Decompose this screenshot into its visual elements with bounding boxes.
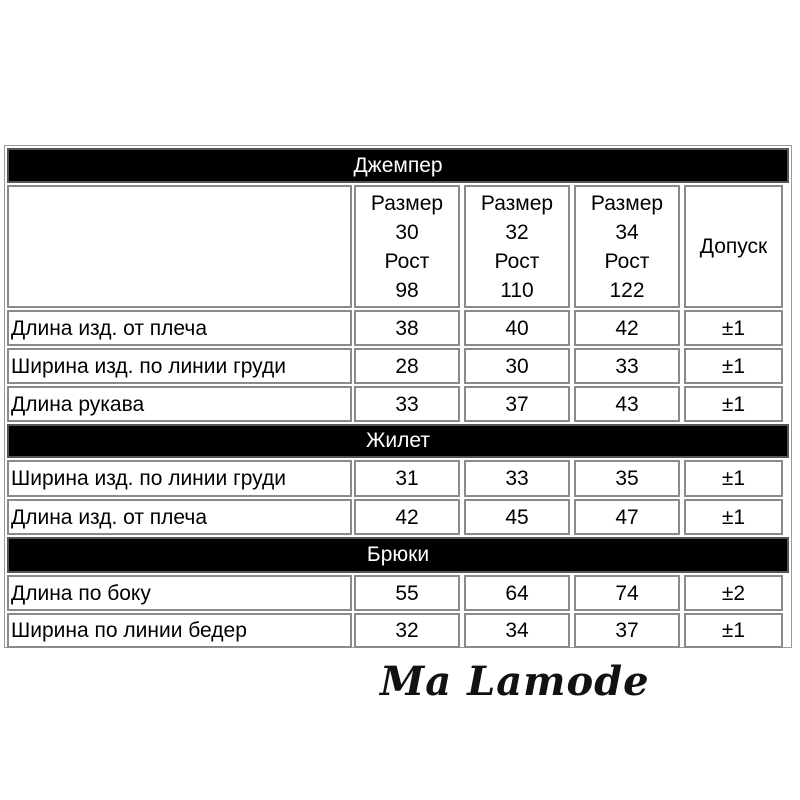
row-label: Длина изд. от плеча xyxy=(7,310,352,346)
row-label: Длина по боку xyxy=(7,575,352,611)
row-value: ±1 xyxy=(684,460,783,497)
row-label: Ширина изд. по линии груди xyxy=(7,348,352,384)
row-value: 74 xyxy=(574,575,680,611)
column-header-size-34: Размер 34 Рост 122 xyxy=(574,185,680,308)
row-value: 38 xyxy=(354,310,460,346)
row-value: 31 xyxy=(354,460,460,497)
column-header-size-32: Размер 32 Рост 110 xyxy=(464,185,570,308)
row-value: 30 xyxy=(464,348,570,384)
row-value: 43 xyxy=(574,386,680,422)
row-value: ±2 xyxy=(684,575,783,611)
section-header-jumper xyxy=(7,148,789,183)
row-value: 35 xyxy=(574,460,680,497)
row-value: 42 xyxy=(574,310,680,346)
row-value: 55 xyxy=(354,575,460,611)
row-value: 45 xyxy=(464,499,570,535)
section-header-trousers xyxy=(7,537,789,573)
column-header-tolerance: Допуск xyxy=(684,185,783,308)
row-value: ±1 xyxy=(684,386,783,422)
row-value: ±1 xyxy=(684,613,783,648)
section-title: Жилет xyxy=(366,429,430,452)
row-label: Ширина изд. по линии груди xyxy=(7,460,352,497)
row-value: ±1 xyxy=(684,499,783,535)
row-value: 37 xyxy=(464,386,570,422)
row-value: ±1 xyxy=(684,348,783,384)
row-label: Длина изд. от плеча xyxy=(7,499,352,535)
row-value: 33 xyxy=(574,348,680,384)
row-value: 34 xyxy=(464,613,570,648)
row-value: ±1 xyxy=(684,310,783,346)
row-value: 47 xyxy=(574,499,680,535)
column-header-size-30: Размер 30 Рост 98 xyxy=(354,185,460,308)
row-label: Длина рукава xyxy=(7,386,352,422)
row-value: 40 xyxy=(464,310,570,346)
row-value: 28 xyxy=(354,348,460,384)
row-value: 37 xyxy=(574,613,680,648)
row-label: Ширина по линии бедер xyxy=(7,613,352,648)
header-empty-cell xyxy=(7,185,352,308)
section-title: Джемпер xyxy=(353,153,443,177)
row-value: 42 xyxy=(354,499,460,535)
row-value: 33 xyxy=(464,460,570,497)
row-value: 33 xyxy=(354,386,460,422)
brand-logo: Ma Lamode xyxy=(380,658,650,705)
row-value: 32 xyxy=(354,613,460,648)
section-header-vest xyxy=(7,424,789,458)
section-title: Брюки xyxy=(366,543,430,566)
row-value: 64 xyxy=(464,575,570,611)
